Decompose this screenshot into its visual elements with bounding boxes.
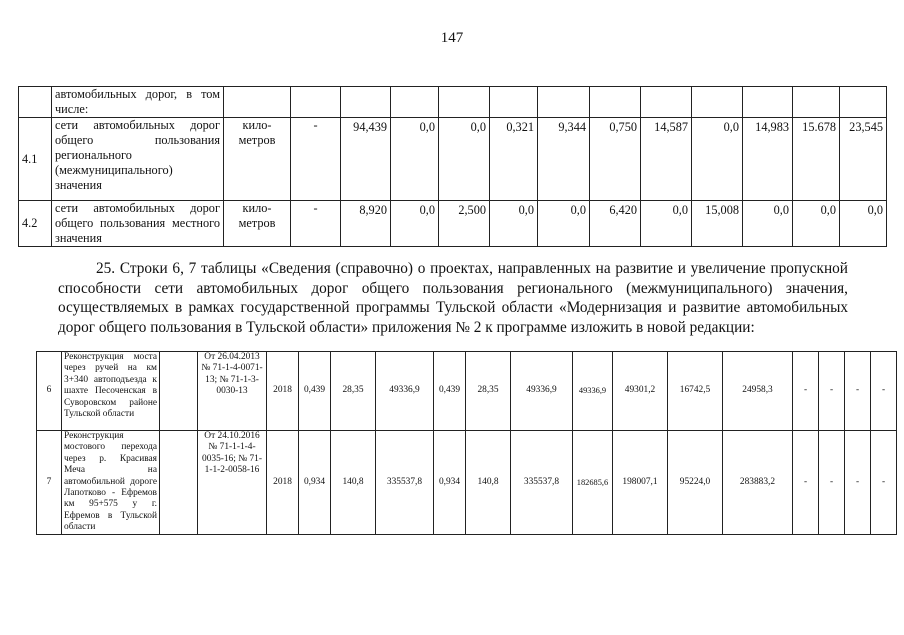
cell: 0,0	[391, 201, 439, 247]
cell	[793, 87, 840, 118]
cell: 0,0	[793, 201, 840, 247]
cell: -	[845, 431, 871, 535]
cell: 2018	[267, 352, 299, 431]
bottom-table	[36, 351, 897, 535]
cell: 28,35	[466, 352, 511, 431]
cell: 140,8	[331, 431, 376, 535]
cell	[439, 87, 490, 118]
cell: 0,750	[590, 118, 641, 201]
permit-docs: От 26.04.2013 № 71-1-4-0071-13; № 71-1-3-0030-13	[198, 352, 267, 431]
cell: 0,0	[391, 118, 439, 201]
cell: 0,439	[299, 352, 331, 431]
row-index: 6	[37, 352, 62, 431]
cell: 23,545	[840, 118, 887, 201]
project-name: Реконструкция моста через ручей на км 3+340 автоподъезда к шахте Песоченская в Суворовском районе Тульской области	[62, 352, 160, 431]
cell: 198007,1	[613, 431, 668, 535]
cell: 15.678	[793, 118, 840, 201]
cell: 283883,2	[723, 431, 793, 535]
cell: 95224,0	[668, 431, 723, 535]
row-index	[19, 87, 52, 118]
cell: -	[793, 352, 819, 431]
cell: 335537,8	[376, 431, 434, 535]
cell: 24958,3	[723, 352, 793, 431]
row-index: 4.1	[19, 118, 52, 201]
cell: 0,934	[299, 431, 331, 535]
cell	[840, 87, 887, 118]
cell: 14,983	[743, 118, 793, 201]
cell: 0,0	[840, 201, 887, 247]
cell: 0,0	[692, 118, 743, 201]
amendment-paragraph: 25. Строки 6, 7 таблицы «Сведения (справочно) о проектах, направленных на развитие и увеличение пропускной способности сети автомобильных дорог общего пользования регионального (межмуниципального) значения, осуществляемых в рамках государственной программы Тульской области «Модернизация и развитие автомобильных дорог общего пользования в Тульской области» приложения № 2 к программе изложить в новой редакции:	[58, 260, 848, 336]
cell: -	[793, 431, 819, 535]
cell: 0,0	[538, 201, 590, 247]
cell	[641, 87, 692, 118]
permit-docs: От 24.10.2016 № 71-1-1-4-0035-16; № 71-1-1-2-0058-16	[198, 431, 267, 535]
cell: -	[845, 352, 871, 431]
cell	[341, 87, 391, 118]
cell	[160, 352, 198, 431]
table-row	[37, 352, 897, 431]
cell: 0,439	[434, 352, 466, 431]
cell: 0,0	[490, 201, 538, 247]
cell: 335537,8	[511, 431, 573, 535]
cell: 6,420	[590, 201, 641, 247]
cell	[291, 87, 341, 118]
table-row	[19, 201, 887, 247]
table-row	[19, 87, 887, 118]
row-unit: кило-метров	[224, 118, 291, 201]
row-name: сети автомобильных дорог общего пользования регионального (межмуниципального) значения	[52, 118, 224, 201]
cell: 0,0	[743, 201, 793, 247]
cell: 49336,9	[376, 352, 434, 431]
cell: 0,0	[641, 201, 692, 247]
cell: -	[819, 352, 845, 431]
row-name: автомобильных дорог, в том числе:	[52, 87, 224, 118]
cell: 2018	[267, 431, 299, 535]
cell	[160, 431, 198, 535]
cell: 140,8	[466, 431, 511, 535]
row-unit	[224, 87, 291, 118]
cell: -	[871, 431, 897, 535]
row-name: сети автомобильных дорог общего пользования местного значения	[52, 201, 224, 247]
cell	[538, 87, 590, 118]
cell: 8,920	[341, 201, 391, 247]
cell: 2,500	[439, 201, 490, 247]
cell: 14,587	[641, 118, 692, 201]
cell	[743, 87, 793, 118]
cell: 16742,5	[668, 352, 723, 431]
cell: 15,008	[692, 201, 743, 247]
cell: -	[291, 201, 341, 247]
cell: 9,344	[538, 118, 590, 201]
table-row	[37, 431, 897, 535]
row-index: 4.2	[19, 201, 52, 247]
cell: 182685,6	[573, 431, 613, 535]
cell: 49336,9	[511, 352, 573, 431]
cell: -	[819, 431, 845, 535]
row-unit: кило-метров	[224, 201, 291, 247]
cell	[590, 87, 641, 118]
page-number: 147	[440, 30, 464, 46]
project-name: Реконструкция мостового перехода через р. Красивая Меча на автомобильной дороге Лапотково - Ефремов км 95+575 у г. Ефремов в Тульской области	[62, 431, 160, 535]
row-index: 7	[37, 431, 62, 535]
cell: 0,0	[439, 118, 490, 201]
table-row	[19, 118, 887, 201]
cell: 49336,9	[573, 352, 613, 431]
cell: 0,934	[434, 431, 466, 535]
cell	[490, 87, 538, 118]
cell: -	[291, 118, 341, 201]
cell	[692, 87, 743, 118]
cell: 28,35	[331, 352, 376, 431]
cell	[391, 87, 439, 118]
cell: -	[871, 352, 897, 431]
cell: 94,439	[341, 118, 391, 201]
cell: 0,321	[490, 118, 538, 201]
top-table	[18, 86, 887, 247]
cell: 49301,2	[613, 352, 668, 431]
